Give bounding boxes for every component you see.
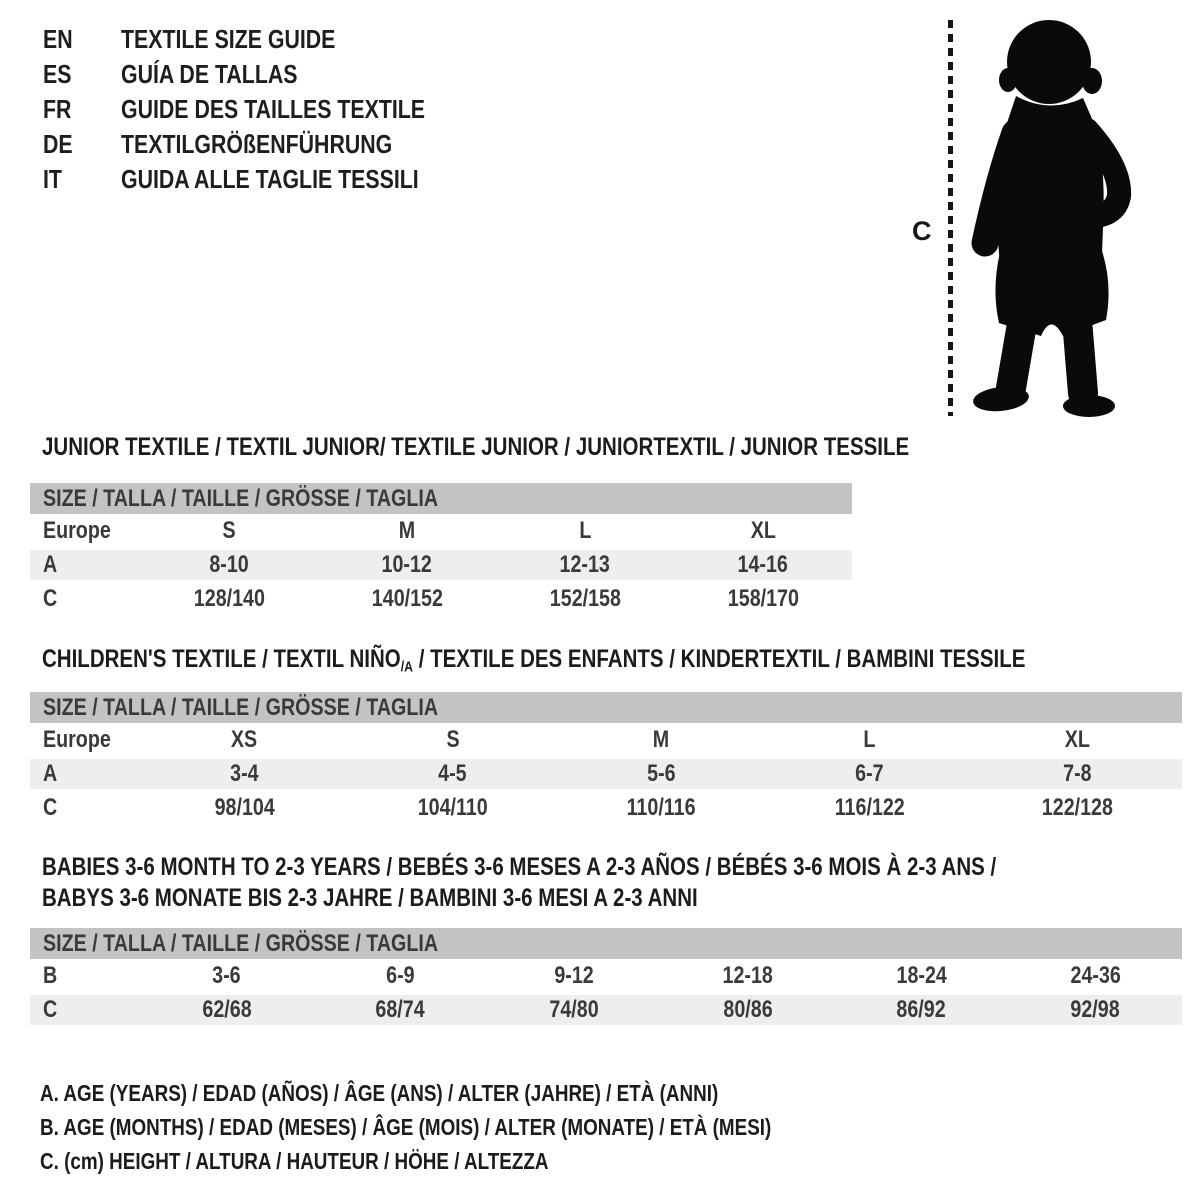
row-label-text: Europe — [43, 517, 111, 544]
table-cell — [140, 996, 314, 1024]
cell-value: 12-13 — [559, 551, 611, 578]
row-label-text: Europe — [43, 726, 111, 753]
size-column-header — [765, 726, 973, 754]
language-title-list — [43, 22, 492, 197]
height-measure-label: C — [912, 216, 932, 246]
children-europe-row — [30, 723, 1182, 757]
size-bar-text: SIZE / TALLA / TAILLE / GRÖSSE / TAGLIA — [43, 484, 439, 512]
language-code-text: ES — [43, 59, 72, 89]
table-cell — [674, 585, 852, 613]
children-size-header-bar — [30, 692, 1182, 723]
guide-title-fr: GUIDE DES TAILLES TEXTILE — [121, 94, 426, 124]
cell-value: 152/158 — [549, 585, 621, 612]
language-code-text: IT — [43, 164, 62, 194]
cell-value: M — [652, 726, 670, 753]
cell-value: 3-6 — [212, 962, 242, 989]
children-height-row — [30, 791, 1182, 825]
cell-value: 5-6 — [646, 760, 676, 787]
table-cell — [318, 585, 496, 613]
legend-line-c — [40, 1144, 932, 1178]
cell-value: 122/128 — [1042, 794, 1114, 821]
cell-value: S — [446, 726, 460, 753]
legend-line-a — [40, 1076, 932, 1110]
cell-value: 12-18 — [722, 962, 774, 989]
cell-value: 3-4 — [229, 760, 259, 787]
children-section-title-text — [42, 645, 1025, 682]
junior-europe-row — [30, 514, 852, 548]
babies-textile-section — [30, 852, 1182, 1027]
cell-value: 14-16 — [737, 551, 789, 578]
cell-value: L — [578, 517, 592, 544]
guide-title-it: GUIDA ALLE TAGLIE TESSILI — [121, 164, 419, 194]
table-cell — [835, 996, 1009, 1024]
size-column-header — [318, 517, 496, 545]
babies-section-title-line2 — [42, 883, 1182, 914]
language-code-text: EN — [43, 24, 73, 54]
table-cell — [487, 996, 661, 1024]
legend-line-b — [40, 1110, 932, 1144]
table-cell — [557, 760, 765, 788]
children-section-title — [42, 645, 1182, 676]
language-row-en — [43, 22, 492, 57]
legend-line-a-text: A. AGE (YEARS) / EDAD (AÑOS) / ÂGE (ANS) / ALTER (JAHRE) / ETÀ (ANNI) — [40, 1080, 719, 1106]
toddler-silhouette-icon — [971, 16, 1133, 418]
cell-value: 104/110 — [417, 794, 488, 821]
language-code-text: DE — [43, 129, 73, 159]
measurement-legend — [40, 1076, 932, 1178]
row-label — [30, 551, 140, 579]
table-cell — [496, 585, 674, 613]
row-label — [30, 517, 140, 545]
cell-value: 4-5 — [438, 760, 467, 787]
table-cell — [557, 794, 765, 822]
table-cell — [661, 962, 835, 990]
row-label-text: A — [43, 551, 58, 578]
table-cell — [140, 585, 318, 613]
size-column-header — [974, 726, 1182, 754]
cell-value: 110/116 — [626, 794, 696, 821]
cell-value: 8-10 — [209, 551, 249, 578]
language-code-text: FR — [43, 94, 72, 124]
cell-value: M — [398, 517, 416, 544]
cell-value: 74/80 — [549, 996, 599, 1023]
table-cell — [318, 551, 496, 579]
guide-title-de: TEXTILGRÖßENFÜHRUNG — [121, 129, 393, 159]
table-cell — [1008, 962, 1182, 990]
legend-line-c-text: C. (cm) HEIGHT / ALTURA / HAUTEUR / HÖHE / ALTEZZA — [40, 1148, 549, 1174]
row-label — [30, 996, 140, 1024]
cell-value: 158/170 — [727, 585, 799, 612]
language-code — [43, 94, 121, 125]
language-code — [43, 59, 121, 90]
babies-title-line1-text: BABIES 3-6 MONTH TO 2-3 YEARS / BEBÉS 3-6 MESES A 2-3 AÑOS / BÉBÉS 3-6 MOIS À 2-3 ANS / — [42, 853, 997, 881]
junior-textile-section — [30, 433, 910, 616]
babies-title-line2-text: BABYS 3-6 MONATE BIS 2-3 JAHRE / BAMBINI 3-6 MESI A 2-3 ANNI — [42, 884, 698, 912]
cell-value: L — [863, 726, 876, 753]
cell-value: XL — [750, 517, 776, 544]
size-column-header — [348, 726, 556, 754]
cell-value: 7-8 — [1063, 760, 1093, 787]
language-row-de — [43, 127, 492, 162]
row-label — [30, 760, 140, 788]
row-label-text: C — [43, 996, 58, 1023]
guide-title-en: TEXTILE SIZE GUIDE — [121, 24, 336, 54]
row-label — [30, 726, 140, 754]
size-bar-text: SIZE / TALLA / TAILLE / GRÖSSE / TAGLIA — [43, 693, 439, 721]
cell-value: 86/92 — [896, 996, 947, 1023]
table-cell — [314, 996, 488, 1024]
row-label — [30, 585, 140, 613]
language-code — [43, 129, 121, 160]
language-code — [43, 24, 121, 55]
cell-value: 92/98 — [1070, 996, 1120, 1023]
babies-section-titles — [30, 852, 1182, 914]
table-cell — [487, 962, 661, 990]
language-row-fr — [43, 92, 492, 127]
babies-months-row — [30, 959, 1182, 993]
size-column-header — [140, 517, 318, 545]
language-row-es — [43, 57, 492, 92]
cell-value: 116/122 — [834, 794, 905, 821]
cell-value: 62/68 — [202, 996, 252, 1023]
table-cell — [974, 794, 1182, 822]
cell-value: 98/104 — [214, 794, 275, 821]
cell-value: 80/86 — [723, 996, 773, 1023]
cell-value: 140/152 — [371, 585, 443, 612]
cell-value: 9-12 — [554, 962, 594, 989]
table-cell — [765, 794, 973, 822]
junior-age-row — [30, 548, 852, 582]
babies-size-header-bar — [30, 928, 1182, 959]
size-column-header — [496, 517, 674, 545]
cell-value: S — [222, 517, 236, 544]
cell-value: 6-9 — [386, 962, 415, 989]
table-cell — [674, 551, 852, 579]
size-column-header — [557, 726, 765, 754]
height-dashed-line — [948, 20, 953, 416]
title-subscript: /A — [400, 658, 414, 676]
cell-value: 24-36 — [1070, 962, 1121, 989]
size-column-header — [674, 517, 852, 545]
babies-section-title-line1 — [42, 852, 1182, 883]
cell-value: 68/74 — [375, 996, 426, 1023]
table-cell — [140, 794, 348, 822]
table-cell — [348, 760, 556, 788]
row-label-text: C — [43, 794, 58, 821]
row-label-text: A — [43, 760, 58, 787]
cell-value: 10-12 — [381, 551, 433, 578]
row-label-text: B — [43, 962, 58, 989]
babies-height-row — [30, 993, 1182, 1027]
junior-size-header-bar — [30, 483, 852, 514]
guide-title-es: GUÍA DE TALLAS — [121, 59, 298, 89]
table-cell — [314, 962, 488, 990]
table-cell — [974, 760, 1182, 788]
title-suffix: / TEXTILE DES ENFANTS / KINDERTEXTIL / BAMBINI TESSILE — [413, 645, 1026, 673]
row-label-text: C — [43, 585, 58, 612]
table-cell — [140, 760, 348, 788]
title-prefix: CHILDREN'S TEXTILE / TEXTIL NIÑO — [42, 645, 401, 673]
junior-height-row — [30, 582, 852, 616]
legend-line-b-text: B. AGE (MONTHS) / EDAD (MESES) / ÂGE (MOIS) / ALTER (MONATE) / ETÀ (MESI) — [40, 1114, 772, 1140]
table-cell — [835, 962, 1009, 990]
table-cell — [661, 996, 835, 1024]
cell-value: 128/140 — [193, 585, 265, 612]
cell-value: 18-24 — [896, 962, 947, 989]
cell-value: XS — [231, 726, 258, 753]
table-cell — [140, 962, 314, 990]
children-age-row — [30, 757, 1182, 791]
junior-section-title — [42, 433, 910, 461]
language-row-it — [43, 162, 492, 197]
row-label — [30, 794, 140, 822]
cell-value: XL — [1065, 726, 1091, 753]
table-cell — [1008, 996, 1182, 1024]
table-cell — [765, 760, 973, 788]
table-cell — [140, 551, 318, 579]
junior-section-title-text: JUNIOR TEXTILE / TEXTIL JUNIOR/ TEXTILE JUNIOR / JUNIORTEXTIL / JUNIOR TESSILE — [42, 433, 910, 461]
table-cell — [496, 551, 674, 579]
table-cell — [348, 794, 556, 822]
children-textile-section — [30, 645, 1182, 825]
cell-value: 6-7 — [855, 760, 884, 787]
size-bar-text: SIZE / TALLA / TAILLE / GRÖSSE / TAGLIA — [43, 929, 439, 957]
language-code — [43, 164, 121, 195]
size-column-header — [140, 726, 348, 754]
row-label — [30, 962, 140, 990]
